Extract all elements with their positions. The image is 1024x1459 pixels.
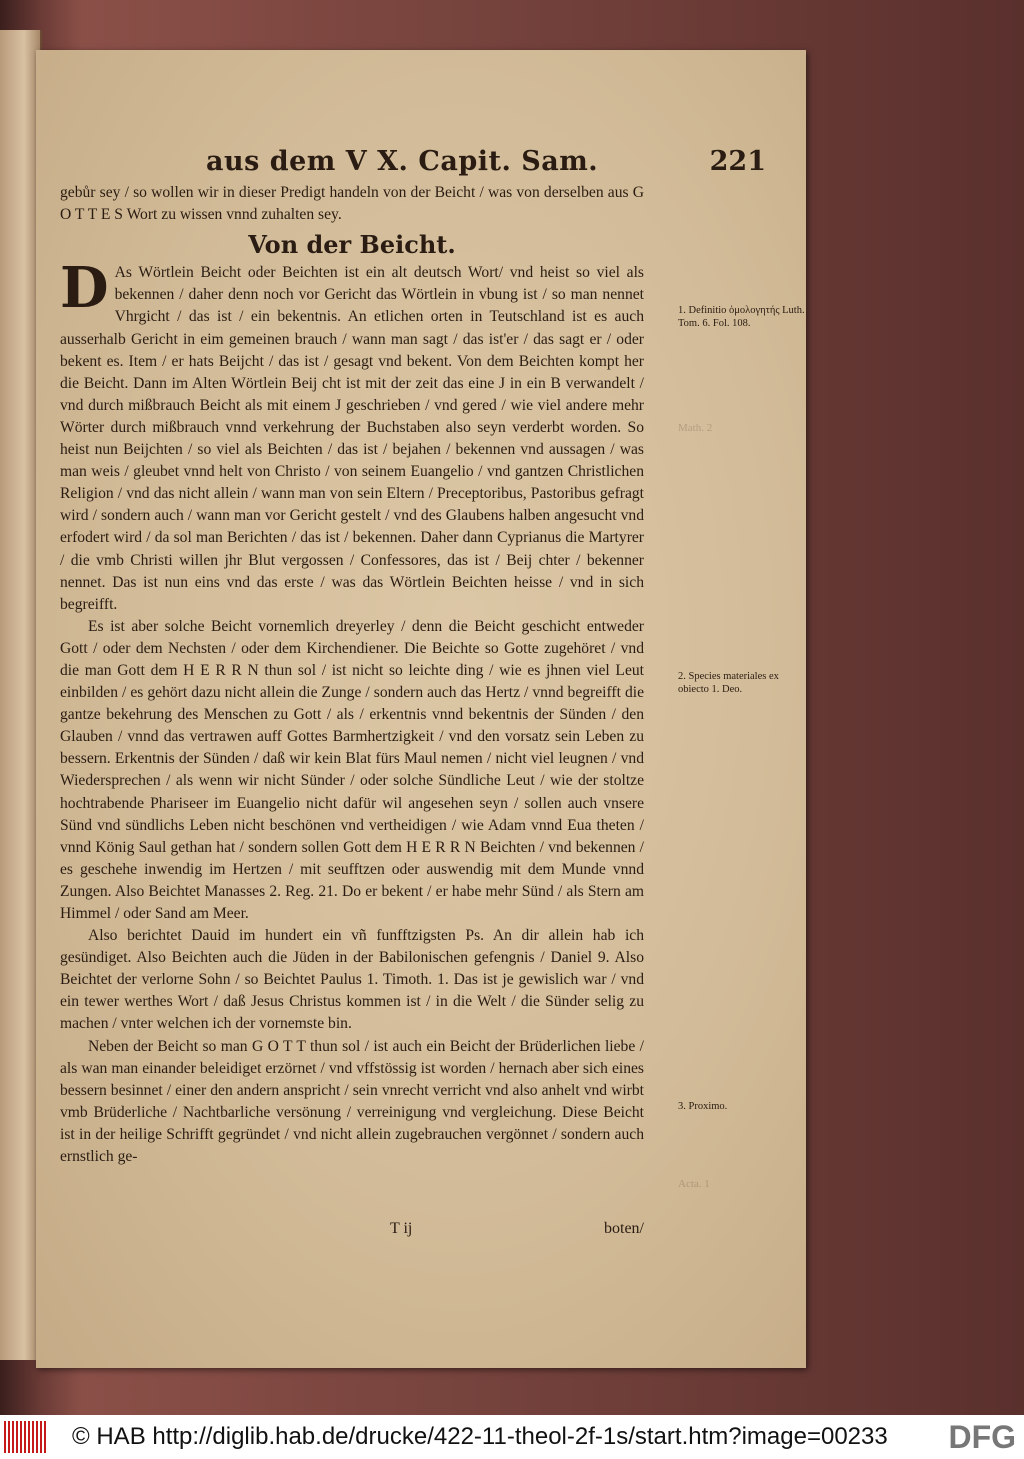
page-header xyxy=(206,146,766,186)
page-number: 221 xyxy=(709,146,766,177)
paragraph-definition xyxy=(60,255,644,616)
paragraph-proximo: Neben der Beicht so man G O T T thun sol / ist auch ein Beicht der Brüderlichen liebe / als wan man einander beleidiget erzörnet / vnd vffstössig ist worden / hernach aber sich eines bessern besinnet / einer den andern anspricht / sein vnrecht verricht vnd also anhelt vnd wirbt vmb Brüderliche / Nachtbarliche versönung / verreinigung vnd vergleichung. Diese Beicht ist in der heilige Schrifft gegründet / vnd nicht allein zugebrauchen vergönnet / sondern auch ernstlich ge- xyxy=(60,1037,644,1166)
margin-note-species: 2. Species materiales ex obiecto 1. Deo. xyxy=(678,671,779,695)
margin-note-definitio: 1. Definitio ὁμολογητής Luth. Tom. 6. Fol. 108. xyxy=(678,305,805,329)
main-text xyxy=(60,182,644,1168)
book-page xyxy=(36,50,806,1368)
bleed-through-text: Math. 2 xyxy=(678,422,713,434)
running-head: aus dem V X. Capit. Sam. xyxy=(206,146,599,177)
dfg-logo: DFG xyxy=(948,1419,1016,1455)
signature-mark: T ij xyxy=(390,1220,413,1237)
drop-cap: D xyxy=(60,255,109,322)
footer-bar xyxy=(0,1415,1024,1459)
bleed-through-text-2: Acta. 1 xyxy=(678,1178,710,1190)
intro-paragraph: gebůr sey / so wollen wir in dieser Predigt handeln von der Beicht / was von derselben aus G O T T E S Wort zu wissen vnnd zuhalten sey. xyxy=(60,184,644,224)
section-title: Von der Beicht. xyxy=(248,230,456,260)
margin-note-proximo: 3. Proximo. xyxy=(678,1101,728,1112)
footer-credit-link[interactable]: © HAB http://diglib.hab.de/drucke/422-11-theol-2f-1s/start.htm?image=00233 xyxy=(72,1423,888,1450)
hab-barcode-icon xyxy=(4,1421,48,1453)
catchword: boten/ xyxy=(604,1220,644,1237)
page-signature-line xyxy=(60,1220,644,1242)
paragraph-species: Es ist aber solche Beicht vornemlich dreyerley / denn die Beicht geschicht entweder Gott / oder dem Nechsten / oder dem Kirchendiener. Die Beichte so Gotte zugehöret / vnd die man Gott dem H E R R N thun sol / ist nicht so leichte ding / wie es jhnen viel Leut einbilden / es gehört dazu nicht allein die Zunge / sondern auch das Hertz / vnnd begreifft die gantze bekehrung des Menschen zu Gott / als / erkentnis vnnd bekentnis der Sünden / den Glauben / vnnd das vertrawen auff Gottes Barmhertzigkeit / vnd den vorsatz sein Leben zu bessern. Erkentnis der Sünden / daß wir kein Blat fürs Maul nemen / nicht viel leugnen / vnd Wiedersprechen / als wenn wir nicht Sünder / oder solche Sündliche Leut / wie der stoltze hochtrabende Phariseer im Euangelio nicht dafür wil angesehen seyn / sollen auch vnsere Sünd vnd sündlichs Leben nicht beschönen vnd vertheidigen / wie Adam vnnd Eua theten / vnnd König Saul gethan hat / sondern sollen Gott dem H E R R N Beichten / vnd bekennen / es geschehe inwendig im Hertzen / mit seufftzen oder auswendig mit dem Munde vnnd Zungen. Also Beichtet Manasses 2. Reg. 21. Do er bekent / er habe mehr Sünd / als Stern am Himmel / oder Sand am Meer. xyxy=(60,617,644,922)
paragraph-definition-text: As Wörtlein Beicht oder Beichten ist ein alt deutsch Wort/ vnd heist so viel als bekennen / daher denn noch vor Gericht das Wörtlein in vbung ist / so man nennet Vhrgicht / das ist / ein bekentnis. An etlichen orten in Teutschland ist es auch ausserhalb Gericht in eim gemeinen brauch / wann man sagt / das ist'er / das sagt er / oder bekent es. Item / er hats Beijcht / das ist / gesagt vnd bekent. Von dem Beichten kompt her die Beicht. Dann im Alten Wörtlein Beij cht ist mit der zeit das eine J in ein B verwandelt / vnd durch mißbrauch Beicht als mit einem J geschrieben / vnd gered / wie viel andere mehr Wörter durch mißbrauch vnnd verkehrung der Buchstaben also seyn verderbt worden. So heist nun Beijchten / so viel als Beichten / das ist / bejahen / bekennen vnd aussagen / was man weis / gleubet vnnd helt von Christo / von seinem Euangelio / vnd gantzen Christlichen Religion / vnd das nicht allein / wann man von sein Eltern / Preceptoribus, Pastoribus gefragt wird / sondern auch / wann man vor Gericht gestelt / vnd des Glaubens halben angesucht vnd erfodert wird / da sol man Berichten / das ist / bekennen. Daher dann Cyprianus die Martyrer / die vmb Christi willen jhr Blut vergossen / Confessores, das ist / Beij chter / bekenner nennet. Das ist nun eins vnd das erste / was das Wörtlein Beichten heisse / vnd in sich begreifft. xyxy=(60,264,644,613)
paragraph-dauid: Also berichtet Dauid im hundert ein vñ funfftzigsten Ps. An dir allein hab ich gesündiget. Also Beichten auch die Jüden in der Babilonischen gefengnis / Daniel 9. Also Beichtet der verlorne Sohn / so Beichtet Paulus 1. Timoth. 1. Das ist je gewislich war / vnd ein tewer werthes Wort / daß Jesus Christus kommen ist / in die Welt / die Sünder selig zu machen / vnter welchen ich der vornemste bin. xyxy=(60,927,644,1033)
